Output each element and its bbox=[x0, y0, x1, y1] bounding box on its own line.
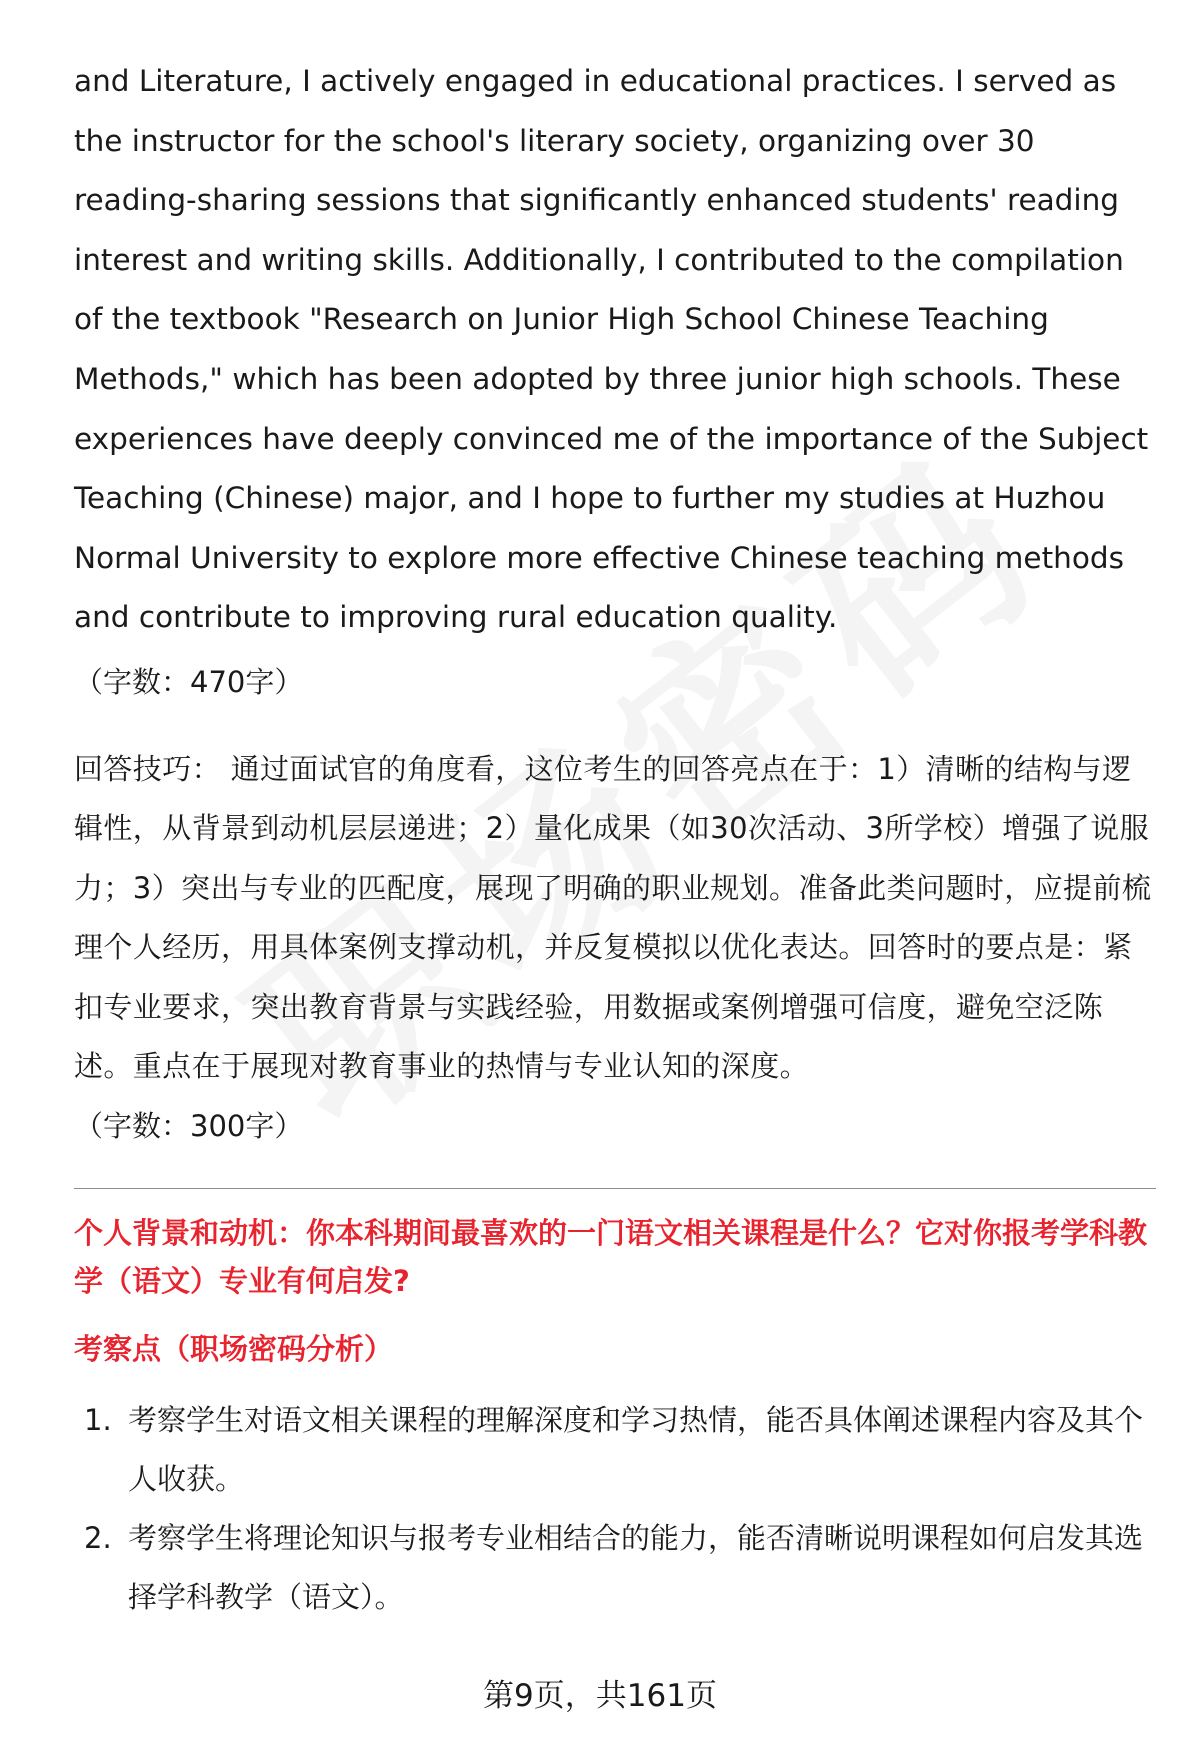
assessment-points-heading: 考察点（职场密码分析） bbox=[74, 1332, 394, 1367]
answer-paragraph-english: and Literature, I actively engaged in educational practices. I served as the instructor for the school's literary society, organizing over 30 reading-sharing sessions that significantly enhanced students' reading interest and writing skills. Additionally, I contributed to the compilation of the textbook "Research on Junior High School Chinese Teaching Methods," which has been adopted by three junior high schools. These experiences have deeply convinced me of the importance of the Subject Teaching (Chinese) major, and I hope to further my studies at Huzhou Normal University to explore more effective Chinese teaching methods and contribute to improving rural education quality. bbox=[74, 64, 1149, 635]
word-count-2: （字数：300字） bbox=[74, 1109, 304, 1144]
list-item-number: 2. bbox=[84, 1521, 112, 1556]
assessment-points-list bbox=[74, 1391, 1154, 1627]
list-item-text: 考察学生将理论知识与报考专业相结合的能力，能否清晰说明课程如何启发其选择学科教学（语文）。 bbox=[128, 1521, 1144, 1615]
list-item bbox=[74, 1509, 1154, 1627]
list-item-number: 1. bbox=[84, 1403, 112, 1438]
answer-tips-paragraph: 回答技巧： 通过面试官的角度看，这位考生的回答亮点在于：1）清晰的结构与逻辑性，从背景到动机层层递进；2）量化成果（如30次活动、3所学校）增强了说服力；3）突出与专业的匹配度，展现了明确的职业规划。准备此类问题时，应提前梳理个人经历，用具体案例支撑动机，并反复模拟以优化表达。回答时的要点是：紧扣专业要求，突出教育背景与实践经验，用数据或案例增强可信度，避免空泛陈述。重点在于展现对教育事业的热情与专业认知的深度。 bbox=[74, 751, 1152, 1083]
list-item-text: 考察学生对语文相关课程的理解深度和学习热情，能否具体阐述课程内容及其个人收获。 bbox=[128, 1403, 1144, 1497]
word-count-1: （字数：470字） bbox=[74, 664, 304, 699]
page-content bbox=[74, 52, 1154, 1627]
page-number-footer: 第9页，共161页 bbox=[483, 1678, 717, 1714]
list-item bbox=[74, 1391, 1154, 1509]
section-divider bbox=[74, 1188, 1156, 1189]
question-heading: 个人背景和动机：你本科期间最喜欢的一门语文相关课程是什么？它对你报考学科教学（语文）专业有何启发? bbox=[74, 1216, 1148, 1299]
